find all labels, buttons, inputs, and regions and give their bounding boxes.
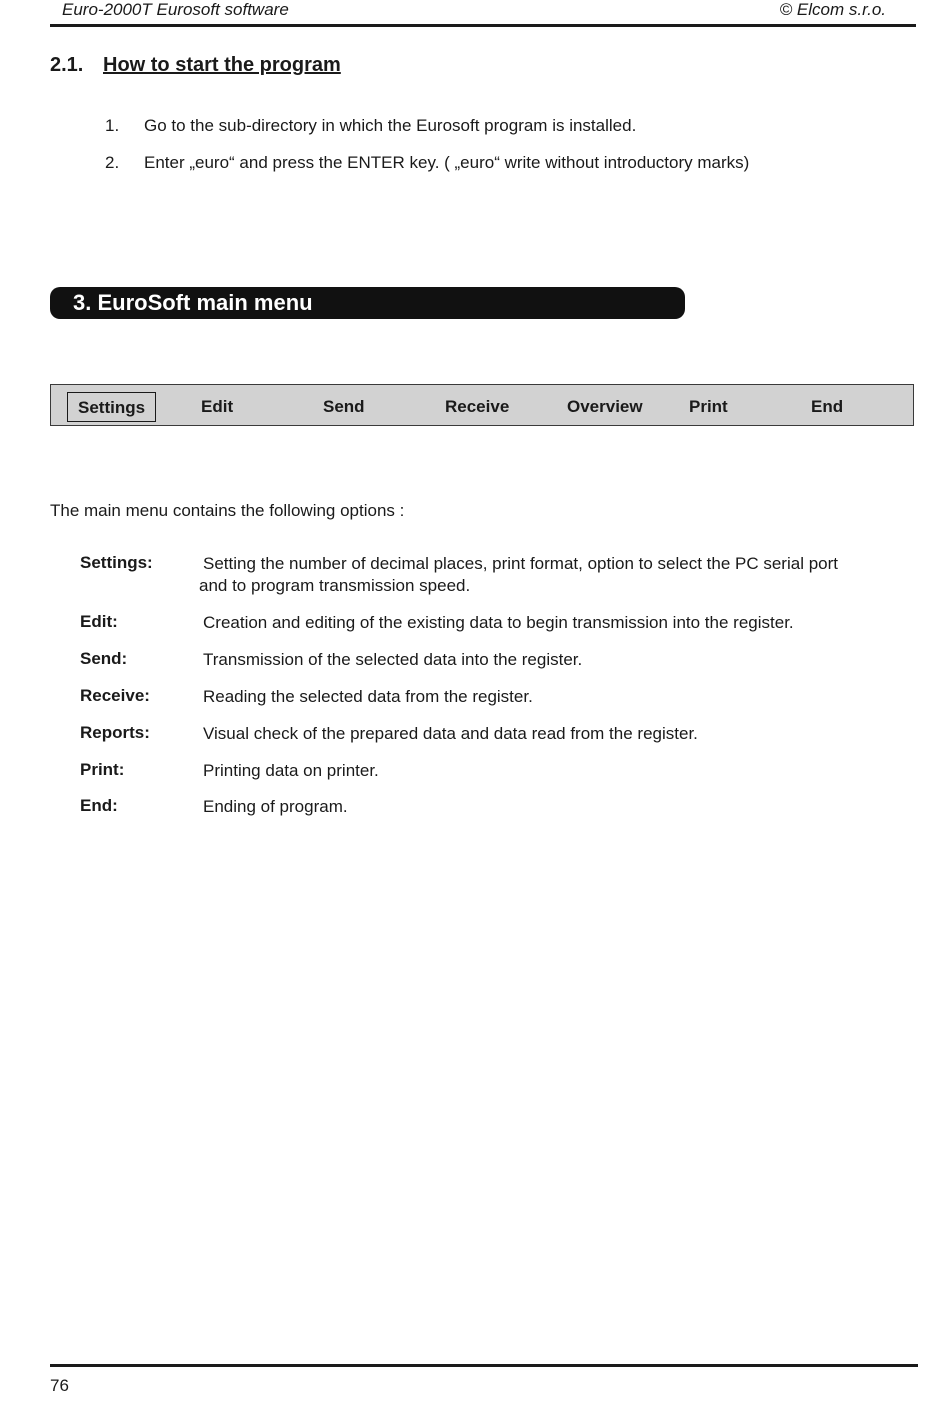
section-number: 2.1. bbox=[50, 54, 84, 76]
step-text: Go to the sub-directory in which the Eurosoft program is installed. bbox=[144, 116, 637, 135]
page-number: 76 bbox=[50, 1376, 69, 1395]
definition-term: Receive: bbox=[80, 686, 150, 705]
menu-item-end[interactable]: End bbox=[811, 397, 844, 416]
definition-text: Printing data on printer. bbox=[203, 761, 379, 780]
definition-text: Transmission of the selected data into the register. bbox=[203, 650, 583, 669]
step-text: Enter „euro“ and press the ENTER key. ( „euro“ write without introductory marks) bbox=[144, 153, 750, 172]
section-title: How to start the program bbox=[103, 54, 341, 76]
list-item bbox=[80, 649, 880, 686]
menu-item-print[interactable]: Print bbox=[689, 397, 728, 416]
menu-item-edit[interactable]: Edit bbox=[201, 397, 234, 416]
menu-item-send[interactable]: Send bbox=[323, 397, 365, 416]
list-item bbox=[80, 612, 880, 649]
definition-text: Ending of program. bbox=[203, 797, 348, 816]
intro-text: The main menu contains the following options : bbox=[50, 501, 405, 520]
definition-list bbox=[80, 553, 880, 832]
header-product: Euro-2000T Eurosoft software bbox=[62, 0, 289, 19]
definition-term: End: bbox=[80, 796, 118, 815]
menu-item-overview[interactable]: Overview bbox=[567, 397, 643, 416]
definition-text: Visual check of the prepared data and data read from the register. bbox=[203, 724, 698, 743]
list-item bbox=[80, 686, 880, 723]
definition-term: Edit: bbox=[80, 612, 118, 631]
definition-text: Creation and editing of the existing data to begin transmission into the register. bbox=[203, 613, 794, 632]
list-item bbox=[80, 796, 880, 832]
header-copyright: © Elcom s.r.o. bbox=[779, 0, 886, 19]
list-item bbox=[80, 553, 880, 612]
chapter-heading-bar bbox=[50, 287, 685, 319]
list-item bbox=[80, 760, 880, 796]
header-divider bbox=[50, 24, 916, 27]
list-item bbox=[80, 723, 880, 760]
definition-text-continued: and to program transmission speed. bbox=[199, 576, 471, 595]
section-heading bbox=[50, 54, 341, 77]
definition-text: Setting the number of decimal places, print format, option to select the PC serial port bbox=[203, 554, 838, 573]
main-menu-bar bbox=[50, 384, 914, 426]
definition-term: Send: bbox=[80, 649, 128, 668]
menu-item-receive[interactable]: Receive bbox=[445, 397, 510, 416]
chapter-title: 3. EuroSoft main menu bbox=[73, 290, 313, 315]
definition-term: Reports: bbox=[80, 723, 150, 742]
definition-term: Settings: bbox=[80, 553, 153, 572]
menu-item-settings[interactable]: Settings bbox=[67, 392, 156, 422]
step-number: 2. bbox=[105, 153, 120, 172]
footer-divider bbox=[50, 1364, 918, 1367]
definition-term: Print: bbox=[80, 760, 125, 779]
step-number: 1. bbox=[105, 116, 120, 135]
definition-text: Reading the selected data from the register. bbox=[203, 687, 533, 706]
